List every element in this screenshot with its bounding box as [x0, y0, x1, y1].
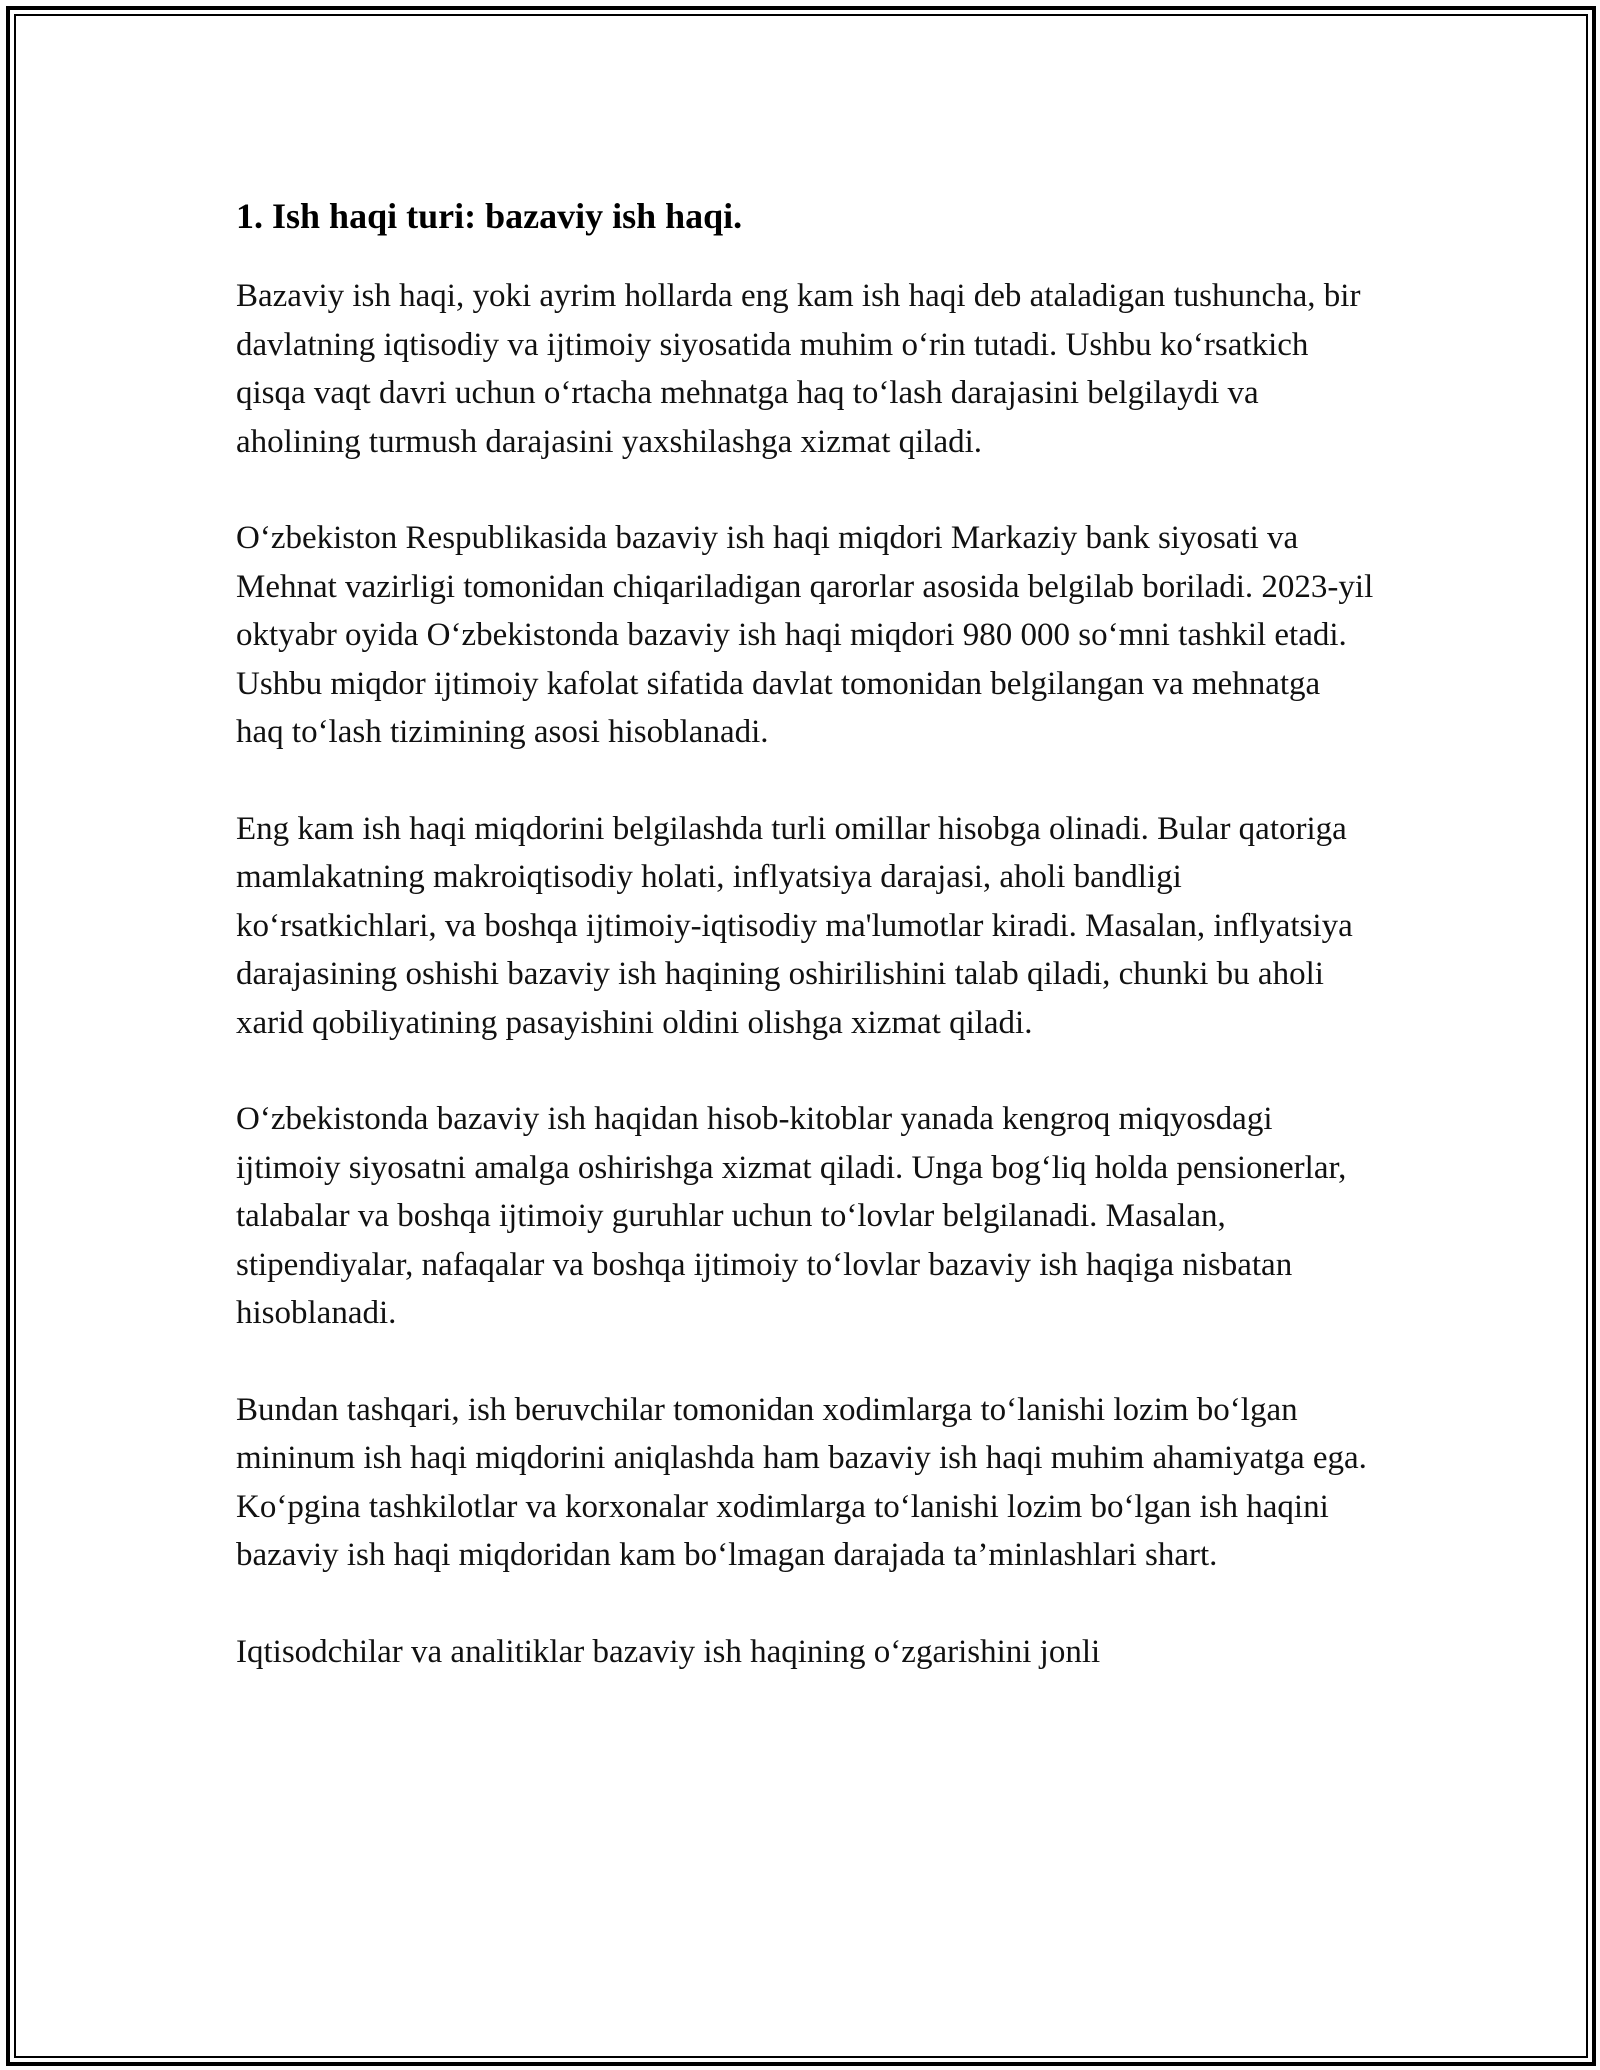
paragraph-bazaviy-definition: Bazaviy ish haqi, yoki ayrim hollarda eng kam ish haqi deb ataladigan tushuncha, bir davlatning iqtisodiy va ijtimoiy siyosatida muhim o‘rin tutadi. Ushbu ko‘rsatkich qisqa vaqt davri uchun o‘rtacha mehnatga haq to‘lash darajasini belgilaydi va aholining turmush darajasini yaxshilashga xizmat qiladi. [236, 278, 1361, 460]
paragraph-social-payments: O‘zbekistonda bazaviy ish haqidan hisob-kitoblar yanada kengroq miqyosdagi ijtimoiy siyosatni amalga oshirishga xizmat qiladi. Unga bog‘liq holda pensionerlar, talabalar va boshqa ijtimoiy guruhlar uchun to‘lovlar belgilanadi. Masalan, stipendiyalar, nafaqalar va boshqa ijtimoiy to‘lovlar bazaviy ish haqiga nisbatan hisoblanadi. [236, 1101, 1347, 1331]
paragraph-uzbekistan-amount: O‘zbekiston Respublikasida bazaviy ish haqi miqdori Markaziy bank siyosati va Mehnat vazirligi tomonidan chiqariladigan qarorlar asosida belgilab boriladi. 2023-yil oktyabr oyida O‘zbekistonda bazaviy ish haqi miqdori 980 000 so‘mni tashkil etadi. Ushbu miqdor ijtimoiy kafolat sifatida davlat tomonidan belgilangan va mehnatga haq to‘lash tizimining asosi hisoblanadi. [236, 520, 1374, 750]
paragraph-factors: Eng kam ish haqi miqdorini belgilashda turli omillar hisobga olinadi. Bular qatoriga mamlakatning makroiqtisodiy holati, inflyatsiya darajasi, aholi bandligi ko‘rsatkichlari, va boshqa ijtimoiy-iqtisodiy ma'lumotlar kiradi. Masalan, inflyatsiya darajasining oshishi bazaviy ish haqining oshirilishini talab qiladi, chunki bu aholi xarid qobiliyatining pasayishini oldini olishga xizmat qiladi. [236, 810, 1353, 1041]
paragraph-employers: Bundan tashqari, ish beruvchilar tomonidan xodimlarga to‘lanishi lozim bo‘lgan mininum ish haqi miqdorini aniqlashda ham bazaviy ish haqi muhim ahamiyatga ega. Ko‘pgina tashkilotlar va korxonalar xodimlarga to‘lanishi lozim bo‘lgan ish haqini bazaviy ish haqi miqdoridan kam bo‘lmagan darajada ta’minlashlari shart. [236, 1391, 1367, 1573]
paragraph-economists: Iqtisodchilar va analitiklar bazaviy ish haqining o‘zgarishini jonli [236, 1633, 1101, 1670]
section-heading: 1. Ish haqi turi: bazaviy ish haqi. [236, 196, 743, 236]
document-body [236, 188, 1376, 1724]
